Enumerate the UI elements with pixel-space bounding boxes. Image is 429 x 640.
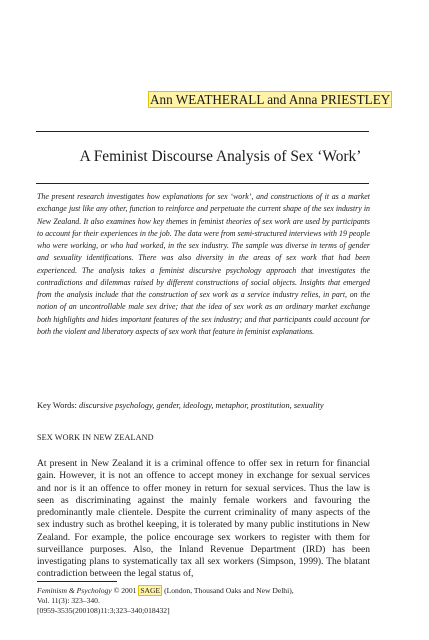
article-title: A Feminist Discourse Analysis of Sex ‘Work’ xyxy=(79,148,362,165)
title-top-rule xyxy=(36,131,369,132)
abstract xyxy=(37,191,370,338)
section-heading: SEX WORK IN NEW ZEALAND xyxy=(37,433,154,442)
footer xyxy=(37,586,377,617)
author-line xyxy=(148,92,392,108)
copyright: © 2001 xyxy=(113,586,137,595)
footer-rule xyxy=(37,581,117,582)
title-bottom-rule xyxy=(36,183,369,184)
journal-name: Feminism & Psychology xyxy=(37,586,112,595)
footer-volume: Vol. 11(3): 323–340. xyxy=(37,596,100,606)
body-paragraph: At present in New Zealand it is a criminal offence to offer sex in return for financial gain. However, it is not an offence to accept money in exchange for sexual services and nor is it an offence to offer money in return for sexual services. Thus the law is seen as discriminating against the mainly female workers and favouring the predominantly male clientele. Despite the current criminality of many aspects of the sex industry such as brothel keeping, it is tolerated by many public institutions in New Zealand. For example, the police encourage sex workers to register with them for surveillance purposes. Also, the Inland Revenue Department (IRD) has been investigating plans to systematically tax all sex workers (Simpson, 1999). The blatant contradiction between the legal status of, xyxy=(37,458,370,580)
keywords-values: discursive psychology, gender, ideology, metaphor, prostitution, sexuality xyxy=(78,401,324,410)
footer-line-1 xyxy=(37,586,377,596)
abstract-text: The present research investigates how explanations for sex ‘work’, and constructions of it as a market exchange just like any other, function to reinforce and perpetuate the current shape of the sex industry in New Zealand. It also examines how key themes in feminist theories of sex work are used by participants to account for their experiences in the job. The data were from semi-structured interviews with 19 people who were working, or who had worked, in the sex industry. The sample was diverse in terms of gender and sexuality identifications. There was also diversity in the areas of sex work that had been experienced. The analysis takes a feminist discursive psychology approach that investigates the contradictions and dilemmas raised by different constructions of social objects. Insights that emerged from the analysis include that the construction of sex work as a service industry relies, in part, on the notion of an uncontrollable male sex drive; that the idea of sex work as an ordinary market exchange both highlights and hides important features of the sex industry; and that participants could account for both the violent and liberatory aspects of sex work that feature in feminist explanations. xyxy=(37,192,370,336)
body-text xyxy=(37,458,370,581)
publisher-place: (London, Thousand Oaks and New Delhi), xyxy=(164,586,294,595)
footer-id: [0959-3535(200108)11:3;323–340;018432] xyxy=(37,606,170,616)
author-names: Ann WEATHERALL and Anna PRIESTLEY xyxy=(150,92,391,107)
publisher-name: SAGE xyxy=(140,586,161,595)
keywords-label: Key Words: xyxy=(37,401,77,410)
keywords-line xyxy=(37,401,371,410)
